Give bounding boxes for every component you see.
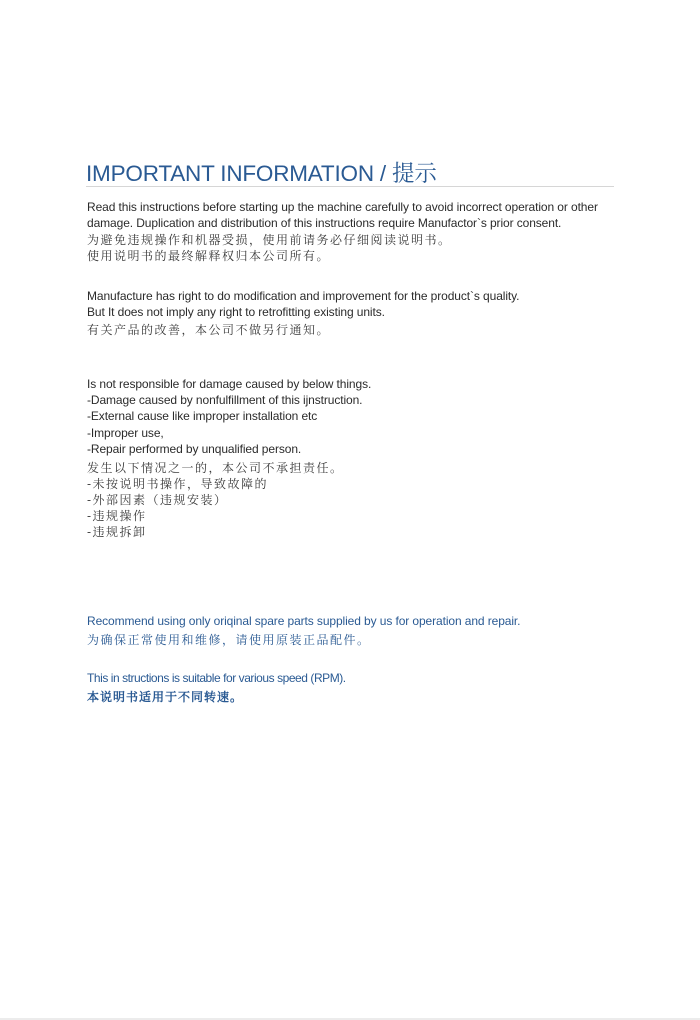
section3-zh-line-1: 发生以下情况之一的，本公司不承担责任。 — [87, 460, 344, 475]
section3-zh-line-4: -违规操作 — [87, 508, 147, 523]
section-speed-note — [87, 670, 637, 705]
section-read-instructions — [87, 199, 637, 264]
section3-en-line-4: -Improper use, — [87, 425, 164, 440]
section2-zh-line-1: 有关产品的改善，本公司不做另行通知。 — [87, 323, 331, 338]
section1-en-line-1: Read this instructions before starting up the machine carefully to avoid incorrect operation or other — [87, 200, 598, 214]
section2-en-line-1: Manufacture has right to do modification and improvement for the product`s quality. — [87, 289, 520, 303]
section1-en-line-2: damage. Duplication and distribution of this instructions require Manufactor`s prior consent. — [87, 216, 562, 231]
section4-en-line: Recommend using only oriqinal spare parts supplied by us for operation and repair. — [87, 614, 521, 628]
section3-zh-line-3: -外部因素（违规安装） — [87, 492, 228, 507]
section-spare-parts — [87, 613, 637, 648]
section3-en-line-3: -External cause like improper installation etc — [87, 409, 318, 424]
section3-zh-line-2: -未按说明书操作，导致故障的 — [87, 476, 269, 491]
section3-en-line-1: Is not responsible for damage caused by below things. — [87, 377, 372, 391]
section3-zh-line-5: -违规拆卸 — [87, 524, 147, 539]
section5-zh-line: 本说明书适用于不同转速。 — [87, 690, 244, 705]
title-divider — [86, 186, 614, 187]
section2-en-line-2: But It does not imply any right to retrofitting existing units. — [87, 305, 385, 320]
page-title: IMPORTANT INFORMATION / 提示 — [86, 161, 437, 186]
section4-zh-line: 为确保正常使用和维修，请使用原装正品配件。 — [87, 633, 371, 648]
section-liability — [87, 376, 637, 540]
section1-zh-line-2: 使用说明书的最终解释权归本公司所有。 — [87, 249, 331, 264]
section5-en-line: This in structions is suitable for various speed (RPM). — [87, 671, 346, 685]
section-modification-rights — [87, 288, 637, 338]
section3-en-line-2: -Damage caused by nonfulfillment of this ijnstruction. — [87, 393, 363, 408]
section1-zh-line-1: 为避免违规操作和机器受损，使用前请务必仔细阅读说明书。 — [87, 233, 452, 248]
section3-en-line-5: -Repair performed by unqualified person. — [87, 441, 302, 456]
